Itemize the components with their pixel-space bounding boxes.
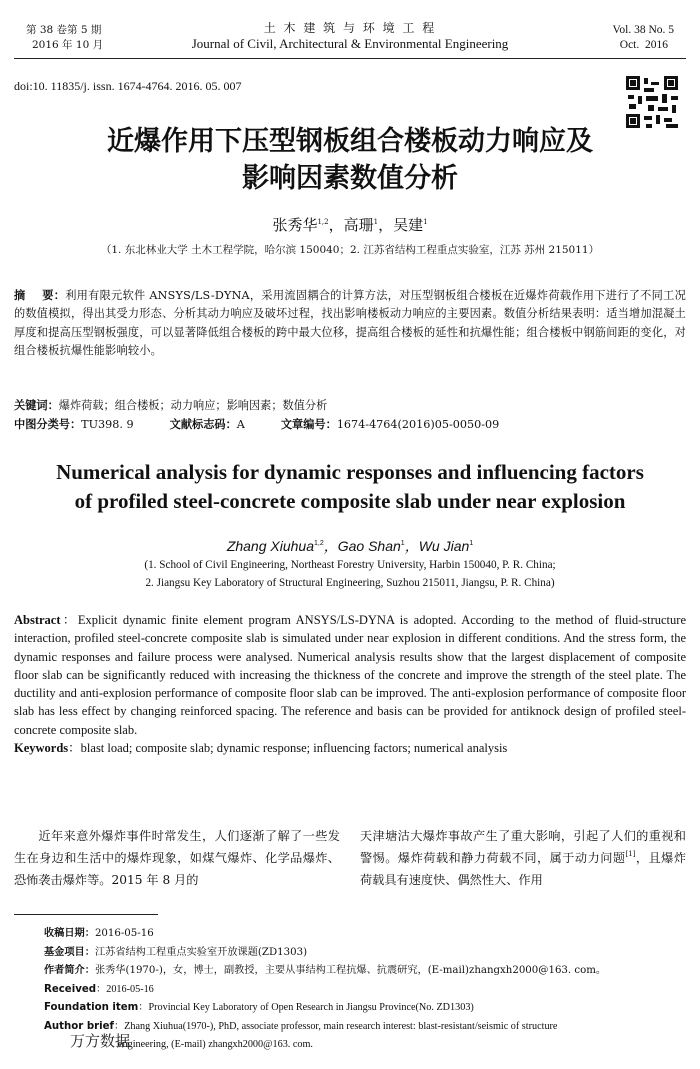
body-right-text-1: 天津塘沽大爆炸事故产生了重大影响，引起了人们的重视和警惕。爆炸荷载和静力荷载不同，属于动力问题	[360, 829, 686, 865]
title-cn-line2: 影响因素数值分析	[242, 163, 458, 194]
authors-en	[0, 536, 700, 556]
foundation-en-value: ：Provincial Key Laboratory of Open Research in Jiangsu Province(No. ZD1303)	[138, 1002, 474, 1013]
body-left-column	[14, 826, 340, 891]
affiliations-cn: （1. 东北林业大学 土木工程学院，哈尔滨 150040；2. 江苏省结构工程重点实验室，江苏 苏州 215011）	[100, 244, 600, 256]
clc-value: TU398. 9	[81, 418, 134, 431]
fund-cn-value: 江苏省结构工程重点实验室开放课题(ZD1303)	[94, 946, 308, 958]
received-en-value: ：2016-05-16	[96, 983, 154, 995]
article-no-label: 文章编号：	[280, 418, 337, 431]
doc-code-value: A	[236, 418, 245, 431]
author-en-3-sup: 1	[469, 540, 474, 547]
author-cn-2: ，高珊	[328, 216, 374, 234]
footnote-author-cn	[44, 962, 684, 981]
abstract-en	[14, 611, 686, 757]
affiliations-en-line2: 2. Jiangsu Key Laboratory of Structural Engineering, Suzhou 215011, Jiangsu, P. R. China)	[145, 577, 555, 589]
author-en-3: ，Wu Jian	[404, 538, 470, 554]
authors-cn	[0, 214, 700, 235]
keywords-cn-text: 爆炸荷载；组合楼板；动力响应；影响因素；数值分析	[58, 399, 328, 412]
title-en-line1: Numerical analysis for dynamic responses and influencing factors	[56, 460, 644, 484]
author-en-1: Zhang Xiuhua	[226, 538, 314, 554]
footnote-received-cn	[44, 925, 684, 944]
watermark: 万方数据	[70, 1032, 131, 1050]
footnote-rule	[14, 914, 158, 915]
clc-label: 中图分类号：	[14, 418, 82, 431]
author-cn-label: 作者简介：	[44, 965, 95, 976]
body-left-text: 近年来意外爆炸事件时常发生，人们逐渐了解了一些发生在身边和生活中的爆炸现象，如煤气爆炸、化学品爆炸、恐怖袭击爆炸等。2015 年 8 月的	[14, 829, 340, 887]
affiliations-en-line1: (1. School of Civil Engineering, Northeast Forestry University, Harbin 150040, P. R. China;	[144, 559, 556, 571]
abstract-cn	[14, 287, 686, 360]
header-journal-cn: 土 木 建 筑 与 环 境 工 程	[263, 21, 437, 35]
abstract-cn-label: 摘 要：	[14, 289, 66, 302]
keywords-cn	[14, 397, 327, 413]
doc-code-label: 文献标志码：	[169, 418, 237, 431]
header-journal-en: Journal of Civil, Architectural & Environmental Engineering	[191, 36, 509, 51]
brief-en-value: ：Zhang Xiuhua(1970-), PhD, associate professor, main research interest: blast-resistant/seismic of structure	[113, 1020, 558, 1032]
abstract-en-label: Abstract	[14, 613, 61, 627]
footnote-foundation-en	[44, 999, 684, 1018]
author-cn-1-sup: 1,2	[317, 218, 329, 226]
keywords-en-text: ：blast load; composite slab; dynamic response; influencing factors; numerical analysis	[68, 741, 508, 756]
author-cn-3: ，吴建	[378, 216, 424, 234]
author-cn-1: 张秀华	[272, 216, 318, 234]
article-no-value: 1674-4764(2016)05-0050-09	[336, 418, 500, 431]
brief-en-label: Author brief	[44, 1020, 114, 1032]
doi: doi:10. 11835/j. issn. 1674-4764. 2016. 05. 007	[14, 79, 242, 93]
header-volume-cn: 第 38 卷第 5 期	[26, 24, 102, 36]
author-en-1-sup: 1,2	[314, 540, 324, 547]
received-en-label: Received	[44, 983, 97, 995]
abstract-en-text: ：Explicit dynamic finite element program ANSYS/LS-DYNA is adopted. According to the method of fluid-structure interaction, profiled steel-concrete composite slab is simulated under near explosion in different conditions. And the stress form, the dynamic responses and failure process were analysed. Numerical analysis results show that the largest displacement of composite floor slab can be significantly reduced with increasing the thickness of the concrete and improve the strength of the steel plate. The ductility and anti-explosion performance of composite floor slab can be improved. The anti-explosion performance of composite floor slab has less effect by changing reinforced spacing. The reference and basis can be provided for antiknock design of profiled steel-concrete composite slab.	[14, 613, 686, 737]
footnote-fund-cn	[44, 944, 684, 963]
title-cn-line1: 近爆作用下压型钢板组合楼板动力响应及	[107, 126, 593, 157]
footnote-brief-en-cont: engineering, (E-mail) zhangxh2000@163. com.	[118, 1039, 313, 1050]
body-right-text-2: ，且爆炸荷载具有速度快、偶然性大、作用	[360, 850, 687, 887]
header-volume-en: Vol. 38 No. 5	[612, 24, 674, 36]
foundation-en-label: Foundation item	[44, 1002, 139, 1013]
classification-cn	[14, 416, 499, 432]
author-cn-2-sup: 1	[373, 218, 379, 226]
received-cn-label: 收稿日期：	[44, 928, 95, 939]
title-en-line2: of profiled steel-concrete composite slab under near explosion	[74, 489, 626, 513]
header-date-en: Oct. 2016	[619, 39, 668, 51]
header-rule	[14, 58, 686, 59]
received-cn-value: 2016-05-16	[94, 928, 154, 939]
fund-cn-label: 基金项目：	[44, 946, 95, 958]
keywords-cn-label: 关键词：	[14, 399, 59, 412]
footnote-brief-en	[44, 1018, 684, 1037]
author-en-2: ，Gao Shan	[323, 538, 401, 554]
abstract-cn-text: 利用有限元软件 ANSYS/LS-DYNA，采用流固耦合的计算方法，对压型钢板组合楼板在近爆炸荷载作用下进行了不同工况的数值模拟，得出其受力形态、分析其动力响应及破坏过程，找出影响楼板动力响应的主要因素。数值分析结果表明：适当增加混凝土厚度和提高压型钢板强度，可以显著降低组合楼板的跨中最大位移，提高组合楼板的延性和抗爆性能；组合楼板中钢筋间距的变化，对组合楼板抗爆性能影响较小。	[14, 289, 687, 357]
header-date-cn: 2016 年 10 月	[32, 39, 104, 51]
author-cn-value: 张秀华(1970-)，女，博士，副教授，主要从事结构工程抗爆、抗震研究，(E-mail)zhangxh2000@163. com。	[94, 965, 607, 976]
citation-ref: [1]	[625, 849, 636, 858]
body-right-column	[360, 826, 686, 891]
keywords-en-label: Keywords	[14, 741, 69, 756]
author-en-2-sup: 1	[400, 540, 405, 547]
footnote-received-en	[44, 981, 684, 1000]
author-cn-3-sup: 1	[423, 218, 428, 226]
